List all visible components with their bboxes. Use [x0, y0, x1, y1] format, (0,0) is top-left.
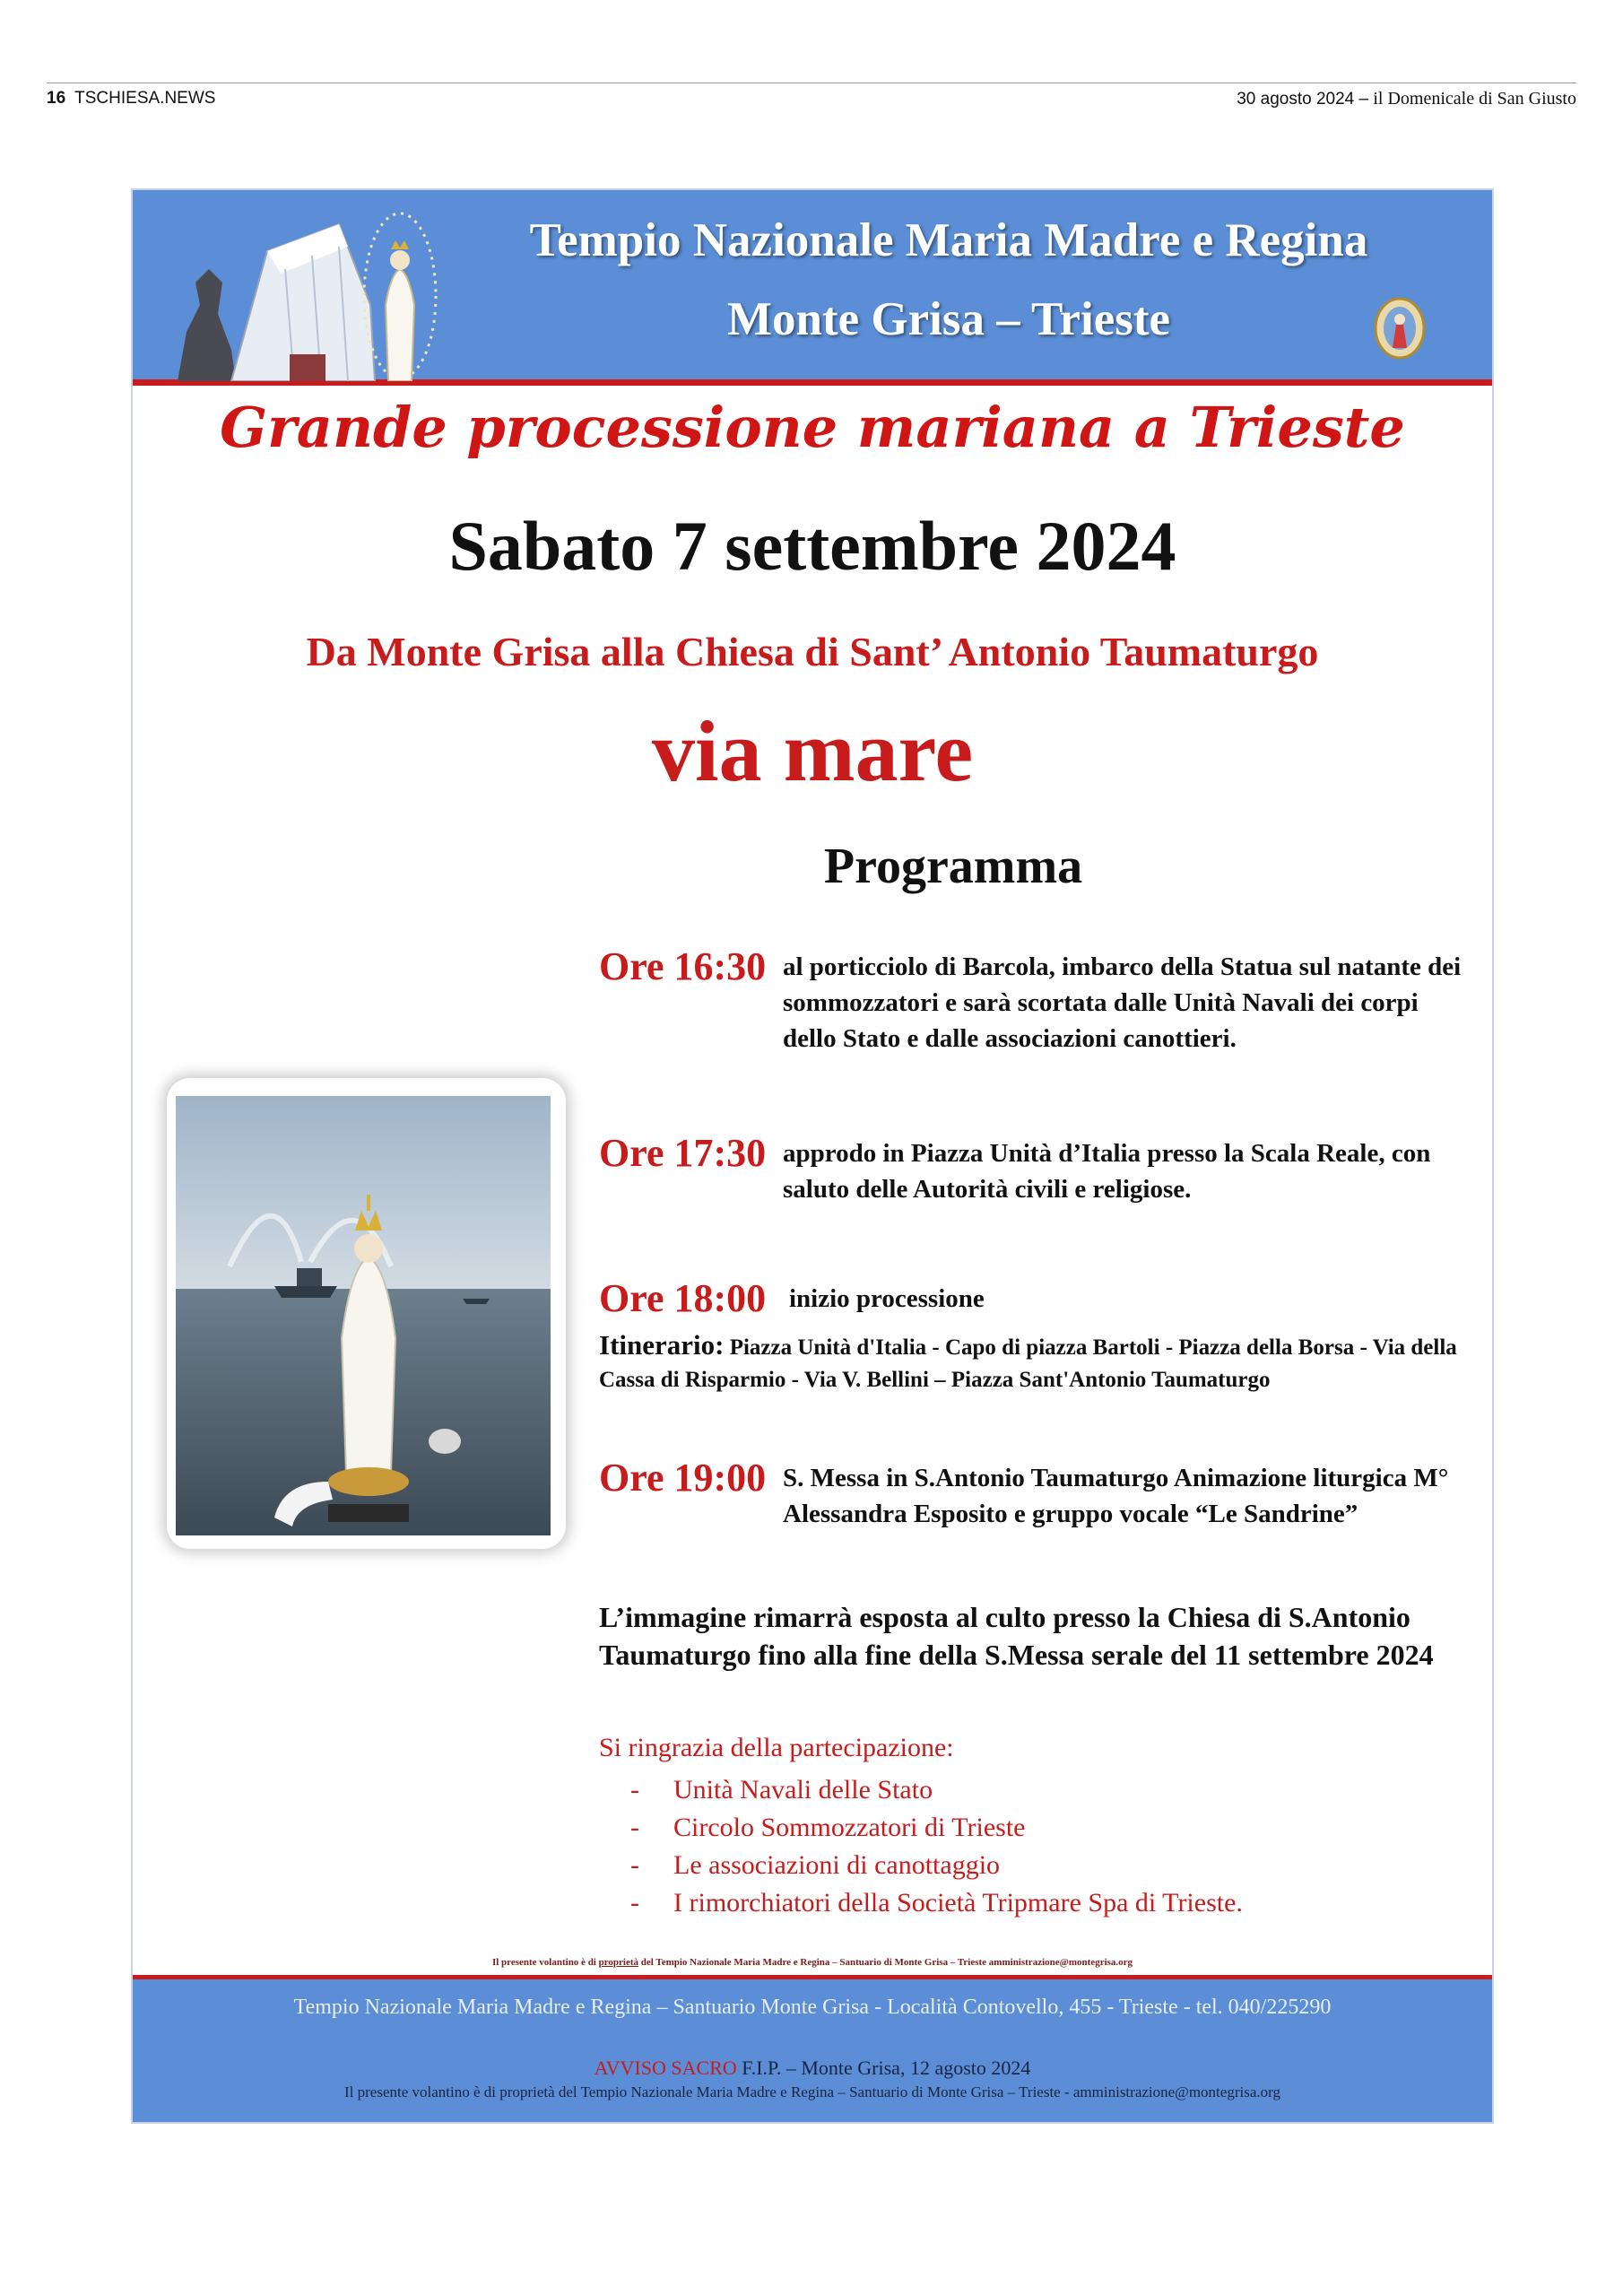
event-time: Ore 17:30 — [599, 1131, 767, 1175]
publication-name: TSCHIESA.NEWS — [74, 89, 216, 108]
page-number: 16 — [47, 89, 66, 108]
thanks-list — [630, 1771, 1243, 1922]
procession-mode: via mare — [651, 703, 974, 799]
issue-date: 30 agosto 2024 — [1237, 90, 1355, 109]
tugboat-icon — [274, 1286, 337, 1298]
issue-separator: – — [1354, 90, 1374, 109]
flyer-footer — [133, 1975, 1492, 2124]
ownership-note: Il presente volantino è di proprietà del Tempio Nazionale Maria Madre e Regina – Santuario di Monte Grisa – Trieste amministrazione@montegrisa.org — [491, 1957, 1133, 1968]
issue-name: il Domenicale di San Giusto — [1373, 89, 1576, 109]
thanks-bullet: - — [630, 1813, 639, 1842]
thanks-bullet: - — [630, 1850, 639, 1880]
statue-photo-frame — [167, 1078, 566, 1549]
flyer-banner — [133, 190, 1492, 386]
event-description: S. Messa in S.Antonio Taumaturgo Animazione liturgica M° Alessandra Esposito e gruppo vocale “Le Sandrine” — [783, 1464, 1449, 1528]
legal-note: Il presente volantino è di proprietà del Tempio Nazionale Maria Madre e Regina – Santuario di Monte Grisa – Trieste - amministrazione@montegrisa.org — [344, 2083, 1280, 2100]
thanks-heading: Si ringrazia della partecipazione: — [599, 1733, 954, 1762]
thanks-bullet: - — [630, 1888, 639, 1918]
sanctuary-illustration — [160, 197, 464, 381]
event-date: Sabato 7 settembre 2024 — [448, 507, 1176, 585]
page-header — [47, 83, 1576, 114]
small-boat-icon — [463, 1299, 490, 1304]
thanks-item: - Le associazioni di canottaggio — [630, 1847, 1243, 1884]
thanks-item: - Unità Navali delle Stato — [630, 1771, 1243, 1809]
event-time: Ore 18:00 — [599, 1276, 767, 1320]
sanctuary-address: Tempio Nazionale Maria Madre e Regina – Santuario Monte Grisa - Località Contovello, 455 - Trieste - tel. 040/225290 — [293, 1996, 1332, 2019]
flyer — [131, 188, 1494, 2124]
programma-title: Programma — [823, 839, 1083, 894]
sacred-notice-label: AVVISO SACRO — [594, 2057, 737, 2079]
thanks-bullet: - — [630, 1775, 639, 1805]
madonna-statue-icon — [386, 269, 414, 381]
closing-note: L’immagine rimarrà esposta al culto presso la Chiesa di S.Antonio Taumaturgo fino alla fine della S.Messa serale del 11 settembre 2024 — [599, 1601, 1434, 1671]
itinerary-text: Piazza Unità d'Italia - Capo di piazza Bartoli - Piazza della Borsa - Via della Cassa di Risparmio - Via V. Bellini – Piazza Sant'Antonio Taumaturgo — [599, 1335, 1457, 1392]
statue-on-sea-photo — [176, 1096, 551, 1535]
event-time: Ore 16:30 — [599, 944, 767, 988]
page-header-right — [1237, 89, 1576, 109]
event-description: approdo in Piazza Unità d’Italia presso la Scala Reale, con saluto delle Autorità civili e religiose. — [783, 1139, 1431, 1204]
banner-subtitle: Monte Grisa – Trieste — [726, 293, 1171, 345]
fatima-statue-icon — [342, 1257, 395, 1473]
banner-title: Tempio Nazionale Maria Madre e Regina — [529, 214, 1368, 266]
thanks-item: - Circolo Sommozzatori di Trieste — [630, 1809, 1243, 1847]
sacred-notice-text: F.I.P. – Monte Grisa, 12 agosto 2024 — [736, 2057, 1031, 2079]
page-header-left — [47, 89, 215, 109]
thanks-item: - I rimorchiatori della Società Tripmare Spa di Trieste. — [630, 1884, 1243, 1922]
itinerary-label: Itinerario: — [599, 1329, 725, 1361]
event-time: Ore 19:00 — [599, 1456, 767, 1500]
procession-itinerary — [599, 1329, 1469, 1396]
procession-headline: Grande processione mariana a Trieste — [220, 395, 1405, 460]
event-description: inizio processione — [789, 1284, 985, 1313]
madonna-medal-icon — [1373, 296, 1427, 361]
event-description: al porticciolo di Barcola, imbarco della Statua sul natante dei sommozzatori e sarà scortata dalle Unità Navali dei corpi dello Stato e dalle associazioni canottieri. — [783, 952, 1462, 1053]
procession-route: Da Monte Grisa alla Chiesa di Sant’ Antonio Taumaturgo — [306, 629, 1319, 674]
sacred-notice — [133, 2057, 1492, 2080]
winged-statue-icon — [178, 269, 236, 381]
